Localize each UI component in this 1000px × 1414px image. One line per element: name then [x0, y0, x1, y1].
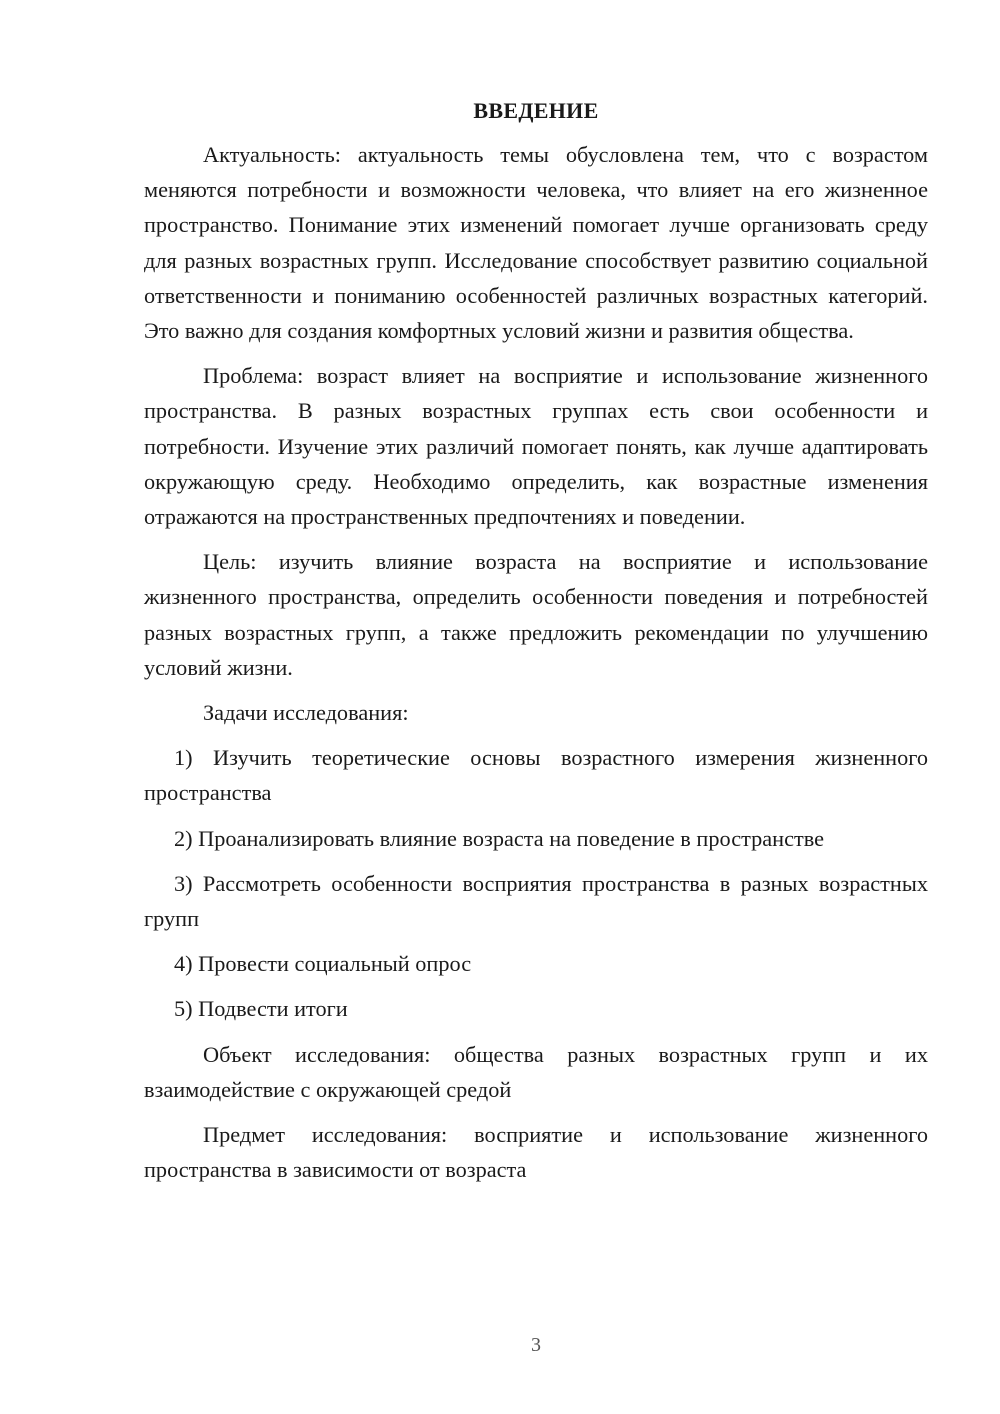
relevance-paragraph: Актуальность: актуальность темы обусловлена тем, что с возрастом меняются потребности и возможности человека, что влияет на его жизненное пространство. Понимание этих изменений помогает лучше организовать среду для разных возрастных групп. Исследование способствует развитию социальной ответственности и пониманию особенностей различных возрастных категорий. Это важно для создания комфортных условий жизни и развития общества.: [144, 142, 928, 344]
problem-paragraph: Проблема: возраст влияет на восприятие и использование жизненного пространства. В разных возрастных группах есть свои особенности и потребности. Изучение этих различий помогает понять, как лучше адаптировать окружающую среду. Необходимо определить, как возрастные изменения отражаются на пространственных предпочтениях и поведении.: [144, 363, 928, 530]
tasks-heading: Задачи исследования:: [203, 700, 409, 726]
page-title: ВВЕДЕНИЕ: [473, 98, 599, 123]
page-content: [144, 96, 928, 1197]
object-paragraph: Объект исследования: общества разных возрастных групп и их взаимодействие с окружающей средой: [144, 1041, 928, 1102]
task-item-5: 5) Подвести итоги: [174, 996, 348, 1022]
task-item-4: 4) Провести социальный опрос: [174, 951, 472, 977]
page-number: 3: [531, 1334, 541, 1356]
goal-paragraph: Цель: изучить влияние возраста на восприятие и использование жизненного пространства, определить особенности поведения и потребностей разных возрастных групп, а также предложить рекомендации по улучшению условий жизни.: [144, 549, 928, 680]
task-item-3: 3) Рассмотреть особенности восприятия пространства в разных возрастных групп: [144, 870, 928, 932]
task-item-2: 2) Проанализировать влияние возраста на поведение в пространстве: [174, 825, 825, 851]
task-item-1: 1) Изучить теоретические основы возрастного измерения жизненного пространства: [144, 745, 928, 806]
subject-paragraph: Предмет исследования: восприятие и использование жизненного пространства в зависимости от возраста: [144, 1122, 928, 1183]
